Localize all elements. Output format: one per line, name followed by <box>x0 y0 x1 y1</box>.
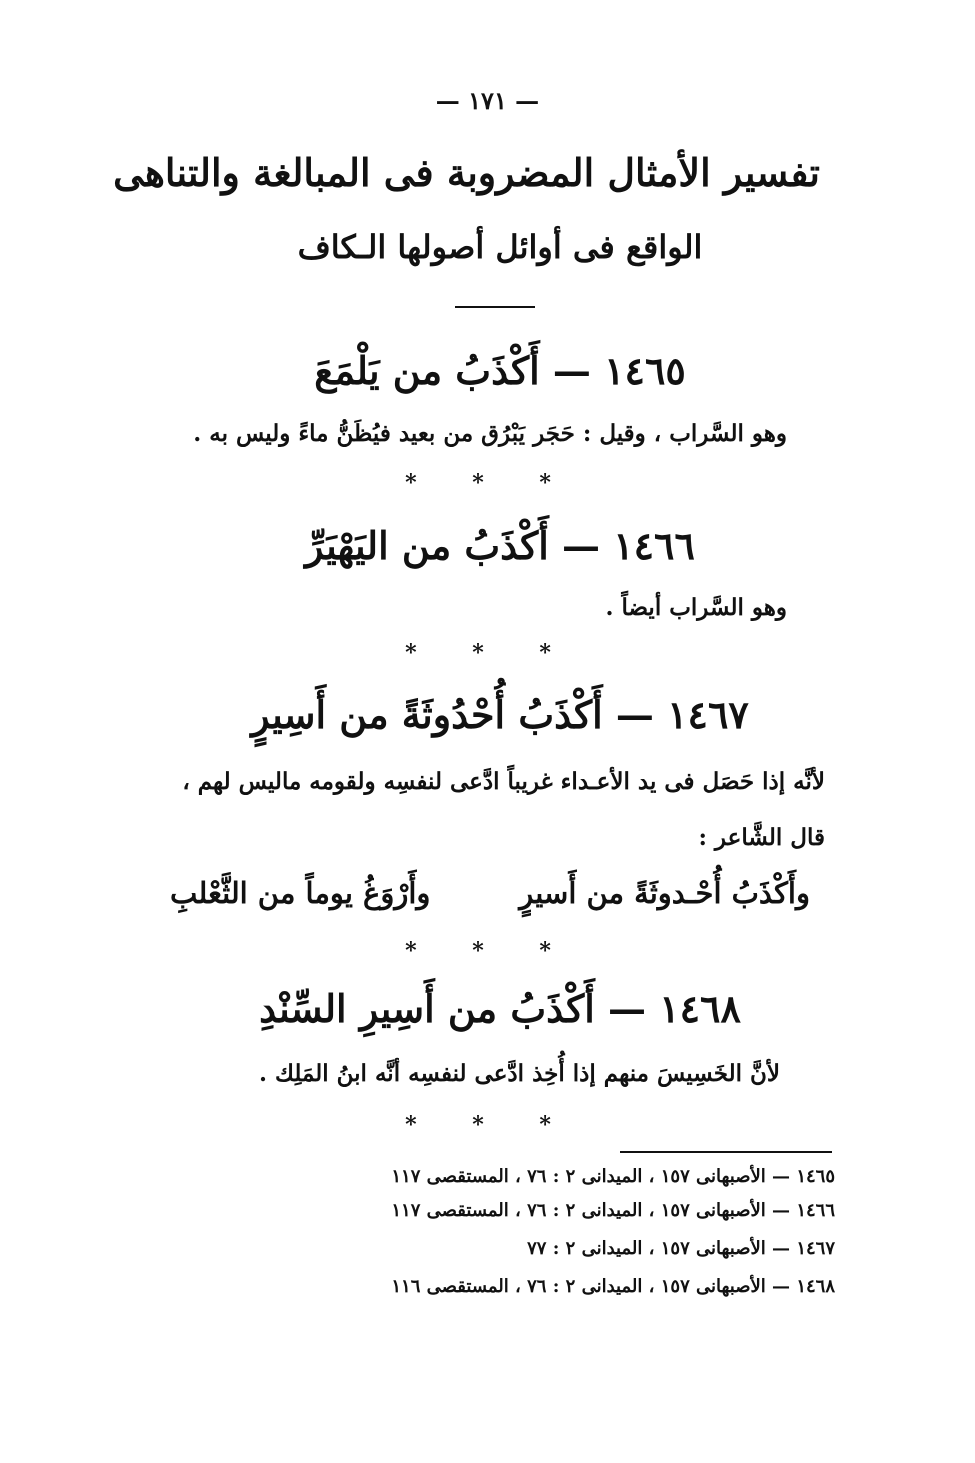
proverb-explanation: لأنَّه إذا حَصَل فى يد الأعـداء غريباً ادَّعى لنفسِه ولقومه ماليس لهم ، <box>182 768 825 795</box>
footnote: ١٤٦٦ — الأصبهانى ١٥٧ ، الميدانى ٢ : ٧٦ ، المستقصى ١١٧ <box>391 1200 835 1221</box>
page-subtitle: الواقع فى أوائل أصولها الـكاف <box>297 228 703 266</box>
verse-second-hemistich: وأَرْوَغُ يوماً من الثَّعْلبِ <box>170 876 431 910</box>
section-separator: * * * <box>405 470 575 496</box>
proverb-heading: ١٤٦٧ — أَكْذَبُ أُحْدُوثَةً من أَسِيرٍ <box>251 692 749 737</box>
proverb-explanation: لأنَّ الخَسِيسَ منهم إذا أُخِذ ادَّعى لنفسِه أنَّه ابنُ المَلِك . <box>258 1060 780 1087</box>
footnote: ١٤٦٥ — الأصبهانى ١٥٧ ، الميدانى ٢ : ٧٦ ، المستقصى ١١٧ <box>391 1166 835 1187</box>
footnote-divider <box>620 1151 832 1153</box>
page-title: تفسير الأمثال المضروبة فى المبالغة والتناهى <box>113 150 820 195</box>
proverb-explanation: وهو السَّراب ، وقيل : حَجَر يَبْرُق من بعيد فيُظَنُّ ماءً وليس به . <box>193 420 787 447</box>
page-number: — ١٧١ — <box>435 86 540 115</box>
proverb-heading: ١٤٦٥ — أَكْذَبُ من يَلْمَعَ <box>314 348 686 393</box>
footnote: ١٤٦٧ — الأصبهانى ١٥٧ ، الميدانى ٢ : ٧٧ <box>527 1238 835 1259</box>
proverb-explanation: وهو السَّراب أيضاً . <box>605 594 787 621</box>
verse-first-hemistich: وأَكْذَبُ أُحْـدوثَةً من أَسيرٍ <box>519 876 810 910</box>
poet-citation: قال الشَّاعر : <box>698 824 825 851</box>
footnote: ١٤٦٨ — الأصبهانى ١٥٧ ، الميدانى ٢ : ٧٦ ، المستقصى ١١٦ <box>391 1276 835 1297</box>
section-separator: * * * <box>405 1112 575 1138</box>
section-separator: * * * <box>405 938 575 964</box>
section-separator: * * * <box>405 640 575 666</box>
title-divider <box>455 306 535 308</box>
proverb-heading: ١٤٦٨ — أَكْذَبُ من أَسِيرِ السِّنْدِ <box>259 986 741 1031</box>
proverb-heading: ١٤٦٦ — أَكْذَبُ من اليَهْيَرِّ <box>305 523 695 568</box>
poetry-verse <box>170 876 810 910</box>
